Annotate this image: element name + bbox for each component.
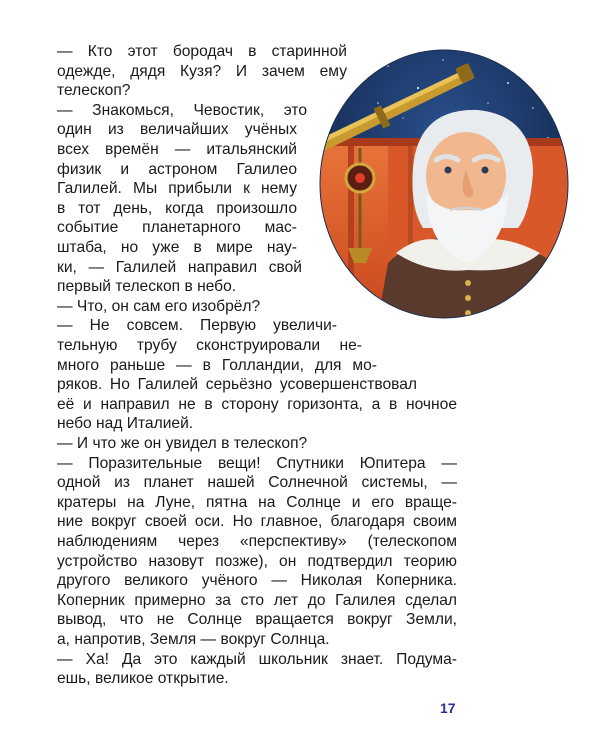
text-line: её и направил не в сторону горизонта, а в ночное	[57, 395, 457, 413]
text-line: вывод, что не Солнце вращается вокруг Земли,	[57, 611, 457, 629]
text-line: — Знакомься, Чевостик, это	[57, 101, 307, 119]
text-line: небо над Италией.	[57, 415, 194, 433]
galileo-illustration	[318, 48, 570, 320]
text-line: одной из планет нашей Солнечной системы, —	[57, 474, 457, 492]
text-line: Коперник примерно за сто лет до Галилея сделал	[57, 591, 457, 609]
text-line: ешь, великое открытие.	[57, 670, 229, 688]
text-line: физик и астроном Галилео	[57, 160, 297, 178]
text-line: устройство назовут позже), он подтвердил теорию	[57, 552, 457, 570]
text-line: — Не совсем. Первую увеличи-	[57, 317, 337, 335]
text-line: — И что же он увидел в телескоп?	[57, 435, 308, 452]
text-line: ние вокруг своей оси. Но главное, благодаря своим	[57, 513, 457, 531]
text-line: другого великого учёного — Николая Коперника.	[57, 572, 457, 590]
text-line: кратеры на Луне, пятна на Солнце и его враще-	[57, 493, 457, 511]
text-line: первый телескоп в небо.	[57, 278, 237, 296]
text-line: наблюдениям через «перспективу» (телескопом	[57, 533, 457, 550]
text-line: — Что, он сам его изобрёл?	[57, 297, 261, 315]
text-line: ки, — Галилей направил свой	[57, 258, 302, 276]
text-line: а, напротив, Земля — вокруг Солнца.	[57, 631, 330, 648]
text-line: Галилей. Мы прибыли к нему	[57, 180, 297, 198]
text-line: один из величайших учёных	[57, 121, 297, 139]
text-line: тельную трубу сконструировали не-	[57, 337, 362, 354]
text-line: — Ха! Да это каждый школьник знает. Подума-	[57, 650, 457, 668]
page-number: 17	[440, 700, 456, 716]
text-line: в тот день, когда произошло	[57, 199, 297, 217]
text-line: — Поразительные вещи! Спутники Юпитера —	[57, 454, 457, 472]
text-line: — Кто этот бородач в старинной	[57, 43, 347, 60]
text-line: одежде, дядя Кузя? И зачем ему	[57, 62, 347, 80]
text-line: всех времён — итальянский	[57, 141, 297, 158]
text-line: много раньше — в Голландии, для мо-	[57, 356, 377, 374]
text-line: событие планетарного мас-	[57, 219, 297, 237]
text-line: ряков. Но Галилей серьёзно усовершенствовал	[57, 376, 417, 394]
text-line: телескоп?	[57, 82, 131, 100]
text-line: штаба, но уже в мире нау-	[57, 239, 297, 256]
